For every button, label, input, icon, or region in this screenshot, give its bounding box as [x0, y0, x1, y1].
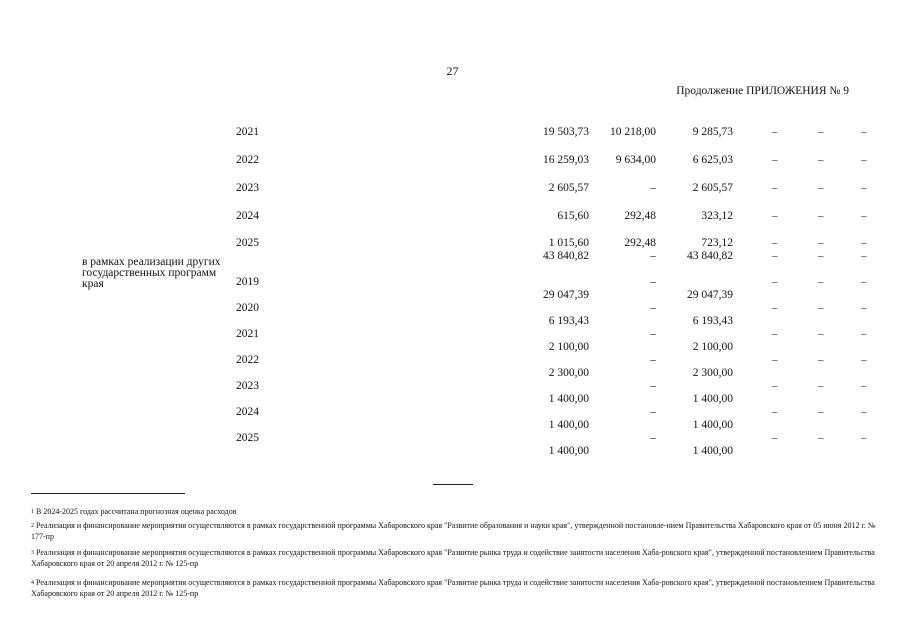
row-year: 2023 [236, 380, 259, 392]
row-dash: – [772, 237, 778, 249]
row-total: 29 047,39 [543, 289, 589, 301]
row-dash: – [818, 432, 824, 444]
row-dash: – [772, 328, 778, 340]
row-dash: – [772, 276, 778, 288]
footnote [31, 507, 876, 518]
row-federal: 9 634,00 [615, 154, 656, 166]
row-dash: – [861, 302, 867, 314]
row-dash: – [772, 432, 778, 444]
row-total: 2 605,57 [548, 182, 589, 194]
row-federal: – [650, 380, 656, 392]
row-federal: 10 218,00 [610, 126, 656, 138]
row-federal: 292,48 [624, 210, 656, 222]
row-dash: – [772, 126, 778, 138]
row-total: 2 300,00 [548, 367, 589, 379]
section-label: в рамках реализации других государственных программ края [82, 256, 221, 290]
footnote-divider [31, 493, 185, 494]
row-year: 2024 [236, 406, 259, 418]
row-dash: – [772, 406, 778, 418]
row-regional: 9 285,73 [692, 126, 733, 138]
row-dash: – [818, 354, 824, 366]
row-total: 1 400,00 [548, 445, 589, 457]
row-federal: – [650, 354, 656, 366]
row-regional: 2 100,00 [692, 341, 733, 353]
row-dash: – [861, 237, 867, 249]
row-federal: – [650, 182, 656, 194]
row-regional: 1 400,00 [692, 393, 733, 405]
row-total: 615,60 [557, 210, 589, 222]
row-dash: – [772, 210, 778, 222]
row-federal: – [650, 406, 656, 418]
row-dash: – [772, 302, 778, 314]
row-regional: 29 047,39 [687, 289, 733, 301]
row-year: 2022 [236, 154, 259, 166]
row-regional: 1 400,00 [692, 419, 733, 431]
row-dash: – [861, 328, 867, 340]
row-total: 1 400,00 [548, 393, 589, 405]
row-year: 2020 [236, 302, 259, 314]
row-dash: – [861, 406, 867, 418]
row-regional: 2 300,00 [692, 367, 733, 379]
row-dash: – [861, 354, 867, 366]
row-federal: – [650, 432, 656, 444]
footnote-text: Реализация и финансирование мероприятия осуществляются в рамках государственной программы Хабаровского края "Развитие рынка труда и содействие занятости населения Хаба-ровского края", утвержденной постановлением Правительства Хабаровского края от 20 апреля 2012 г. № 125-пр [31, 578, 875, 598]
row-year: 2021 [236, 328, 259, 340]
row-dash: – [861, 126, 867, 138]
row-dash: – [818, 126, 824, 138]
continuation-title: Продолжение ПРИЛОЖЕНИЯ № 9 [676, 85, 849, 97]
row-dash: – [818, 276, 824, 288]
row-year: 2021 [236, 126, 259, 138]
row-year: 2022 [236, 354, 259, 366]
footnote [31, 548, 876, 569]
row-total: 2 100,00 [548, 341, 589, 353]
footnote-mark: 2 [31, 523, 34, 529]
footnote [31, 578, 876, 599]
row-dash: – [772, 380, 778, 392]
row-dash: – [772, 250, 778, 262]
row-total: 1 015,60 [548, 237, 589, 249]
row-dash: – [861, 432, 867, 444]
row-total: 1 400,00 [548, 419, 589, 431]
row-dash: – [818, 237, 824, 249]
row-dash: – [772, 354, 778, 366]
row-total: 43 840,82 [543, 250, 589, 262]
row-dash: – [818, 250, 824, 262]
row-dash: – [861, 182, 867, 194]
row-dash: – [861, 380, 867, 392]
footnote-text: Реализация и финансирование мероприятия осуществляются в рамках государственной программы Хабаровского края "Развитие рынка труда и содействие занятости населения Хаба-ровского края", утвержденной постановлением Правительства Хабаровского края от 20 апреля 2012 г. № 125-пр [31, 548, 875, 568]
row-regional: 323,12 [701, 210, 733, 222]
footnote-mark: 4 [31, 580, 34, 586]
footnote [31, 521, 876, 542]
row-regional: 6 625,03 [692, 154, 733, 166]
row-year: 2025 [236, 237, 259, 249]
row-federal: – [650, 276, 656, 288]
table-end-divider [433, 484, 473, 485]
row-dash: – [861, 250, 867, 262]
row-federal: – [650, 302, 656, 314]
row-dash: – [818, 302, 824, 314]
footnote-mark: 1 [31, 509, 34, 515]
footnote-mark: 3 [31, 550, 34, 556]
row-dash: – [818, 154, 824, 166]
page-number: 27 [446, 64, 459, 78]
row-total: 19 503,73 [543, 126, 589, 138]
row-total: 6 193,43 [548, 315, 589, 327]
row-year: 2025 [236, 432, 259, 444]
row-dash: – [818, 380, 824, 392]
row-dash: – [818, 210, 824, 222]
row-dash: – [861, 210, 867, 222]
row-dash: – [861, 276, 867, 288]
row-year: 2024 [236, 210, 259, 222]
row-regional: 723,12 [701, 237, 733, 249]
row-year: 2023 [236, 182, 259, 194]
footnote-text: Реализация и финансирование мероприятия осуществляются в рамках государственной программы Хабаровского края "Развитие образования и науки края", утвержденной постановле-нием Правительства Хабаровского края от 05 июня 2012 г. № 177-пр [31, 521, 876, 541]
row-dash: – [818, 406, 824, 418]
row-regional: 2 605,57 [692, 182, 733, 194]
row-dash: – [861, 154, 867, 166]
footnote-text: В 2024-2025 годах рассчитана прогнозная оценка расходов [36, 507, 237, 516]
row-regional: 1 400,00 [692, 445, 733, 457]
row-dash: – [772, 154, 778, 166]
row-dash: – [818, 182, 824, 194]
row-regional: 6 193,43 [692, 315, 733, 327]
row-year: 2019 [236, 276, 259, 288]
row-federal: – [650, 328, 656, 340]
row-dash: – [818, 328, 824, 340]
row-regional: 43 840,82 [687, 250, 733, 262]
row-federal: 292,48 [624, 237, 656, 249]
row-total: 16 259,03 [543, 154, 589, 166]
row-dash: – [772, 182, 778, 194]
row-federal: – [650, 250, 656, 262]
